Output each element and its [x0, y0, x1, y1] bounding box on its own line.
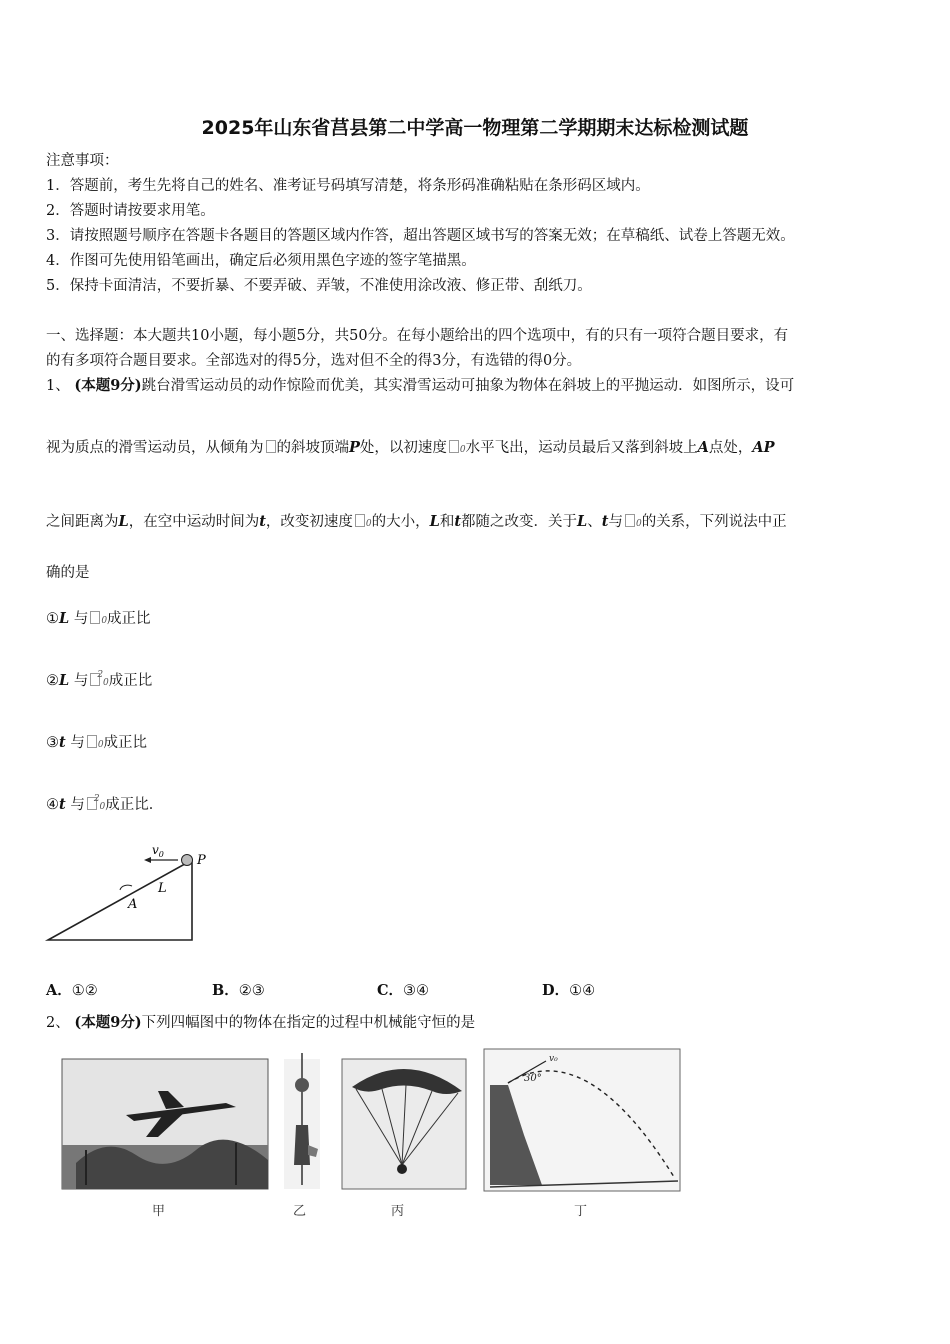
subscript: 0: [365, 519, 372, 529]
subscript: 0: [103, 678, 109, 688]
angle-label: 30°: [524, 1073, 542, 1084]
q1-text: 视为质点的滑雪运动员，从倾角为: [46, 440, 264, 456]
subscript: 0: [97, 740, 104, 750]
var-t: t: [601, 513, 609, 530]
notice-item: 5．保持卡面清洁，不要折暴、不要弄破、弄皱，不准使用涂改液、修正带、刮纸刀。: [46, 278, 592, 294]
q1-line4: 确的是: [46, 565, 90, 581]
option-text: ①④: [569, 983, 596, 999]
option-letter: C．: [377, 982, 404, 999]
label-v0: $v_0$: [152, 843, 164, 859]
v0-placeholder-icon: [90, 611, 100, 624]
var-ap: AP: [752, 439, 775, 456]
q1-text: 都随之改变．关于: [461, 514, 578, 530]
option-letter: A．: [46, 982, 72, 999]
v0-placeholder-icon: [87, 735, 97, 748]
q1-text: 点处，: [708, 440, 753, 456]
q1-text: 与: [70, 797, 85, 813]
q1-text: 成正比: [108, 673, 153, 689]
subscript: 0: [101, 616, 108, 626]
q1-score-tag: (本题9分): [74, 377, 142, 394]
subscript: 0: [99, 802, 106, 812]
var-l: L: [59, 672, 70, 689]
option-text: ②③: [238, 983, 265, 999]
q1-text: 成正比: [107, 611, 151, 627]
option-letter: B．: [212, 982, 239, 999]
caption-yi: 乙: [293, 1204, 307, 1219]
var-l: L: [429, 513, 440, 530]
q1-text: 和: [439, 514, 455, 530]
photo-parachute: [342, 1059, 466, 1189]
slope-diagram: [40, 840, 240, 950]
notice-item: 1．答题前，考生先将自己的姓名、准考证号码填写清楚，将条形码准确粘贴在条形码区域内。: [46, 178, 650, 194]
notice-item: 4．作图可先使用铅笔画出，确定后必须用黑色字迹的签字笔描黑。: [46, 253, 476, 269]
var-l: L: [118, 513, 129, 530]
q1-text: 与: [73, 673, 89, 689]
q1-text: 成正比．: [105, 797, 164, 813]
label-l: L: [158, 881, 167, 896]
q2-text: 下列四幅图中的物体在指定的过程中机械能守恒的是: [141, 1015, 476, 1031]
q1-line3: [46, 512, 787, 534]
section-intro-line2: 的有多项符合题目要求。全部选对的得5分，选对但不全的得3分，有选错的得0分。: [46, 353, 582, 369]
superscript: 2: [93, 794, 100, 804]
q1-text: ，在空中运动时间为: [128, 514, 260, 530]
q2-number: 2、: [46, 1015, 70, 1031]
caption-jia: 甲: [152, 1204, 166, 1219]
q1-text: 的关系，下列说法中正: [641, 514, 787, 530]
q2-score-tag: (本题9分): [74, 1014, 142, 1031]
subscript: 0: [459, 445, 466, 455]
q1-text: 之间距离为: [46, 514, 119, 530]
subscript: 0: [635, 519, 642, 529]
theta-placeholder-icon: [266, 440, 276, 453]
option-letter: D．: [542, 982, 570, 999]
q1-text: ，改变初速度: [265, 514, 353, 530]
option-b[interactable]: [212, 979, 265, 1000]
superscript: 2: [97, 670, 104, 680]
q1-text: 、: [587, 514, 602, 530]
statement-4: [46, 795, 163, 817]
option-a[interactable]: [46, 979, 98, 1000]
q1-text: 跳台滑雪运动员的动作惊险而优美，其实滑雪运动可抽象为物体在斜坡上的平抛运动．如图所示，设可: [141, 378, 795, 394]
q1-text: 成正比: [103, 735, 148, 751]
var-t: t: [59, 796, 66, 813]
var-l: L: [577, 513, 588, 530]
option-text: ③④: [403, 983, 430, 999]
var-p: P: [349, 439, 360, 456]
q1-line2: [46, 438, 775, 460]
caption-ding: 丁: [574, 1204, 588, 1219]
v0-placeholder-icon: [449, 440, 459, 453]
var-a: A: [697, 439, 709, 456]
statement-marker: ④: [46, 797, 59, 813]
var-t: t: [454, 513, 462, 530]
angle-arc: [120, 885, 132, 890]
q1-text: 的大小，: [371, 514, 430, 530]
v0-placeholder-icon: [625, 514, 635, 527]
option-d[interactable]: [542, 979, 595, 1000]
q2-photos: [46, 1045, 686, 1220]
q1-text: 处，以初速度: [359, 440, 447, 456]
option-text: ①②: [71, 983, 98, 999]
q2-line1: [46, 1013, 475, 1033]
q1-text: 与: [70, 735, 85, 751]
label-p: P: [197, 853, 206, 868]
photo-airplane: [62, 1059, 268, 1189]
var-t: t: [259, 513, 266, 530]
q1-number: 1、: [46, 378, 70, 394]
option-c[interactable]: [377, 979, 429, 1000]
notice-item: 3．请按照题号顺序在答题卡各题目的答题区域内作答，超出答题区域书写的答案无效；在草稿纸、试卷上答题无效。: [46, 228, 795, 244]
skier-ball: [182, 855, 193, 866]
q1-text: 的斜坡顶端: [276, 440, 349, 456]
v0-placeholder-icon: [355, 514, 365, 527]
statement-marker: ①: [46, 611, 59, 627]
photo-cliff-projectile: [484, 1049, 680, 1191]
statement-marker: ②: [46, 673, 59, 689]
v0-label: v₀: [549, 1054, 558, 1064]
notice-item: 2．答题时请按要求用笔。: [46, 203, 215, 219]
q1-text: 与: [73, 611, 89, 627]
photo-rope: [284, 1053, 320, 1189]
statement-1: [46, 609, 151, 631]
caption-bing: 丙: [391, 1204, 405, 1219]
notice-heading: 注意事项：: [46, 153, 119, 169]
var-l: L: [59, 610, 70, 627]
page-title: 2025年山东省莒县第二中学高一物理第二学期期末达标检测试题: [201, 117, 749, 139]
section-intro-line1: 一、选择题：本大题共10小题，每小题5分，共50分。在每小题给出的四个选项中，有的只有一项符合题目要求，有: [46, 328, 789, 344]
q1-line1: [46, 376, 794, 396]
q1-text: 与: [608, 514, 623, 530]
velocity-arrowhead: [144, 857, 151, 863]
statement-marker: ③: [46, 735, 59, 751]
var-t: t: [59, 734, 66, 751]
incline-triangle: [48, 860, 192, 940]
statement-2: [46, 671, 152, 693]
label-a: A: [128, 897, 138, 912]
statement-3: [46, 733, 147, 755]
q1-text: 水平飞出，运动员最后又落到斜坡上: [465, 440, 698, 456]
